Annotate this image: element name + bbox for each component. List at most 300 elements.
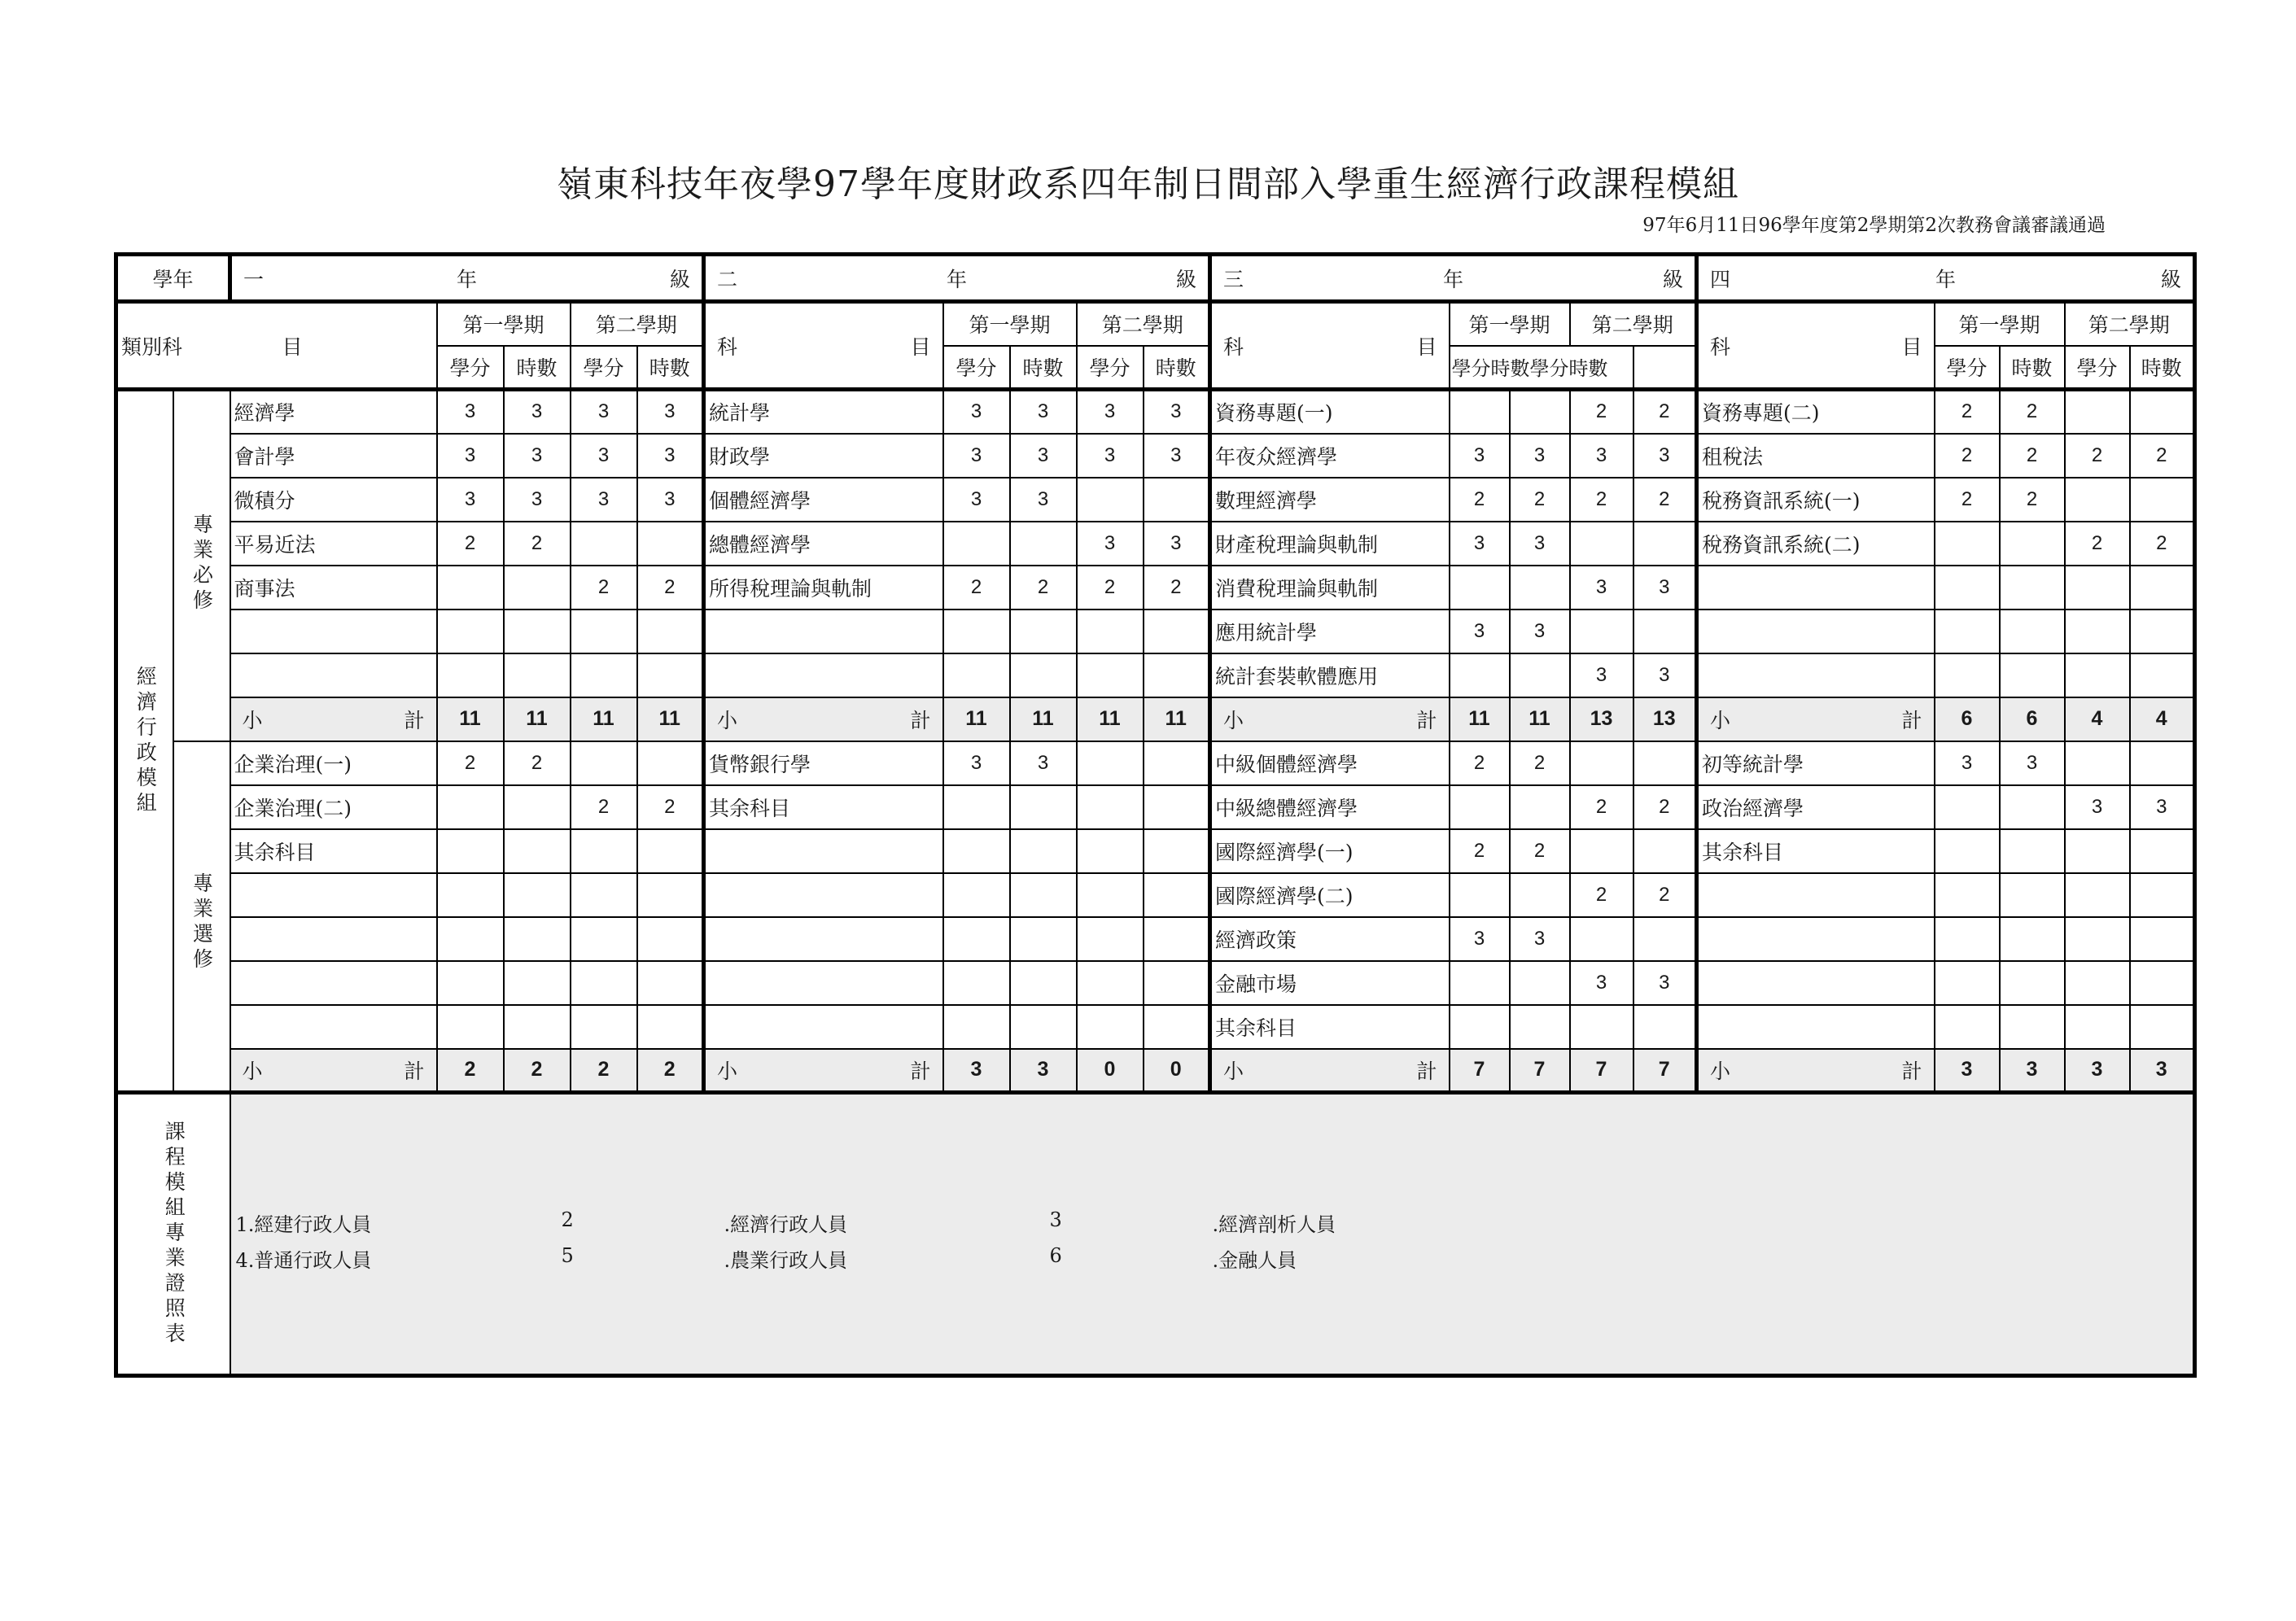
hour-value: 3	[1010, 478, 1077, 522]
hour-value	[1010, 610, 1077, 653]
year-label-part: 級	[1175, 267, 1196, 291]
hour-value	[2000, 785, 2065, 829]
course-name: 其余科目	[1210, 1005, 1450, 1049]
subtotal-value: 3	[2065, 1049, 2130, 1093]
empty-cell	[704, 873, 943, 917]
subtotal-value: 2	[504, 1049, 571, 1093]
hour-value: 3	[1633, 961, 1697, 1005]
subtotal-value: 3	[1935, 1049, 2000, 1093]
credit-value: 3	[571, 390, 637, 434]
subtotal-value: 11	[504, 697, 571, 741]
hour-value	[2130, 610, 2195, 653]
hour-value: 2	[1510, 478, 1570, 522]
course-name: 國際經濟學(一)	[1210, 829, 1450, 873]
credit-value	[943, 917, 1010, 961]
subtotal-value: 11	[637, 697, 704, 741]
hour-value	[2000, 961, 2065, 1005]
hour-value: 3	[1510, 522, 1570, 566]
credit-value	[2065, 1005, 2130, 1049]
hour-value: 3	[637, 478, 704, 522]
subtotal-text-part: 計	[910, 708, 931, 732]
hours-header: 時數	[2000, 346, 2065, 390]
credit-value	[571, 741, 637, 785]
course-name: 財產稅理論與軌制	[1210, 522, 1450, 566]
subject-label: 目	[282, 334, 303, 359]
hour-value: 2	[1633, 785, 1697, 829]
course-name: 財政學	[704, 434, 943, 478]
hour-value: 3	[1633, 566, 1697, 610]
credit-value	[1450, 390, 1510, 434]
hour-value: 3	[1010, 741, 1077, 785]
subtotal-label	[230, 1049, 437, 1093]
empty-cell	[1697, 566, 1935, 610]
hour-value: 2	[2130, 522, 2195, 566]
subtotal-text	[1702, 705, 1931, 734]
hour-value	[2130, 653, 2195, 697]
course-name: 其余科目	[230, 829, 437, 873]
hour-value	[2130, 961, 2195, 1005]
hour-value	[2130, 566, 2195, 610]
subtotal-text-part: 小	[1710, 1059, 1731, 1083]
subtotal-value: 11	[1010, 697, 1077, 741]
empty-cell	[1697, 873, 1935, 917]
subtotal-text-part: 計	[1901, 1059, 1922, 1083]
credit-value	[2065, 741, 2130, 785]
semester-2-header: 第二學期	[571, 302, 704, 346]
hour-value: 2	[1510, 829, 1570, 873]
hour-value	[1510, 1005, 1570, 1049]
credit-value	[2065, 566, 2130, 610]
hour-value	[504, 917, 571, 961]
hour-value	[1144, 961, 1210, 1005]
elective-group-label-text: 專業選修	[190, 872, 214, 973]
credit-value	[2065, 653, 2130, 697]
credit-value: 3	[1935, 741, 2000, 785]
subtotal-text-part: 小	[1710, 708, 1731, 732]
empty-cell	[704, 1005, 943, 1049]
course-name: 年夜众經濟學	[1210, 434, 1450, 478]
course-name: 稅務資訊系統(二)	[1697, 522, 1935, 566]
subtotal-text-part: 小	[242, 708, 263, 732]
course-name: 國際經濟學(二)	[1210, 873, 1450, 917]
credit-value: 3	[437, 390, 504, 434]
hour-value: 3	[1510, 917, 1570, 961]
hour-value: 3	[1144, 390, 1210, 434]
hour-value	[1010, 653, 1077, 697]
empty-cell	[704, 610, 943, 653]
subtotal-value: 4	[2065, 697, 2130, 741]
subject-header	[1697, 302, 1935, 390]
hour-value	[2130, 390, 2195, 434]
certificate-item: 1.經建行政人員	[235, 1213, 372, 1236]
course-name: 金融市場	[1210, 961, 1450, 1005]
credit-value	[1570, 522, 1633, 566]
subject-header-text	[1702, 331, 1931, 360]
hour-value	[1144, 478, 1210, 522]
hours-header: 時數	[637, 346, 704, 390]
subject-header-text-part: 目	[910, 334, 931, 359]
course-name: 經濟政策	[1210, 917, 1450, 961]
credit-value	[1935, 1005, 2000, 1049]
hour-value	[504, 873, 571, 917]
subtotal-text	[1215, 705, 1445, 734]
subtotal-value: 13	[1570, 697, 1633, 741]
credit-value	[943, 873, 1010, 917]
credit-value	[1935, 917, 2000, 961]
subtotal-text-part: 小	[1223, 708, 1244, 732]
hour-value: 3	[1010, 390, 1077, 434]
certificate-item: 5	[561, 1244, 574, 1267]
credit-value: 2	[1570, 478, 1633, 522]
subtotal-value: 11	[1077, 697, 1144, 741]
credit-value: 2	[1935, 478, 2000, 522]
year-label-part: 級	[2160, 267, 2181, 291]
hour-value	[2000, 829, 2065, 873]
hour-value: 3	[1144, 522, 1210, 566]
subtotal-label	[230, 697, 437, 741]
credit-value	[1077, 873, 1144, 917]
hour-value	[637, 1005, 704, 1049]
credit-value	[1077, 961, 1144, 1005]
semester-1-header: 第一學期	[943, 302, 1077, 346]
subtotal-value: 7	[1450, 1049, 1510, 1093]
credit-value: 3	[1450, 610, 1510, 653]
empty-cell	[230, 1005, 437, 1049]
credit-value: 2	[1450, 478, 1510, 522]
subtotal-value: 11	[1144, 697, 1210, 741]
subtotal-text-part: 計	[404, 708, 425, 732]
hour-value: 3	[504, 390, 571, 434]
hour-value	[1510, 873, 1570, 917]
subtotal-text-part: 計	[1901, 708, 1922, 732]
empty-cell	[704, 653, 943, 697]
subtotal-value: 13	[1633, 697, 1697, 741]
subtotal-text-part: 小	[717, 708, 738, 732]
course-name: 平易近法	[230, 522, 437, 566]
subtotal-text	[1215, 1055, 1445, 1085]
credit-value	[1935, 785, 2000, 829]
hour-value	[504, 566, 571, 610]
course-name: 資務專題(一)	[1210, 390, 1450, 434]
subtotal-value: 11	[1450, 697, 1510, 741]
subject-header	[704, 302, 943, 390]
hour-value	[1144, 1005, 1210, 1049]
credit-value	[1570, 610, 1633, 653]
hour-value: 3	[2130, 785, 2195, 829]
credit-value: 2	[571, 785, 637, 829]
hour-value	[2000, 917, 2065, 961]
hour-value	[637, 522, 704, 566]
hour-value: 2	[504, 741, 571, 785]
elective-group-label	[173, 741, 230, 1093]
hour-value: 3	[637, 390, 704, 434]
hour-value	[504, 829, 571, 873]
subtotal-value: 3	[943, 1049, 1010, 1093]
subtotal-value: 3	[2130, 1049, 2195, 1093]
hour-value	[2130, 741, 2195, 785]
credit-value	[943, 961, 1010, 1005]
subtotal-value: 3	[2000, 1049, 2065, 1093]
credit-value	[2065, 610, 2130, 653]
certificate-list	[230, 1093, 2195, 1376]
credit-value	[571, 653, 637, 697]
semester-1-header: 第一學期	[1935, 302, 2065, 346]
credits-header: 學分	[943, 346, 1010, 390]
credit-value: 2	[2065, 434, 2130, 478]
subtotal-value: 0	[1144, 1049, 1210, 1093]
credit-value	[1935, 961, 2000, 1005]
credit-value: 2	[1570, 873, 1633, 917]
credit-value: 3	[943, 478, 1010, 522]
hour-value	[504, 1005, 571, 1049]
hour-value	[1144, 741, 1210, 785]
credit-value: 2	[1935, 390, 2000, 434]
credit-value	[1450, 566, 1510, 610]
page-title: 嶺東科技年夜學97學年度財政系四年制日間部入學重生經濟行政課程模組	[557, 164, 1739, 205]
credit-value: 3	[1570, 653, 1633, 697]
hour-value	[1510, 566, 1570, 610]
credit-value: 3	[437, 434, 504, 478]
certificate-item: .金融人員	[1212, 1249, 1297, 1272]
hour-value: 2	[1633, 390, 1697, 434]
year-label-part: 年	[1442, 267, 1463, 291]
hour-value: 3	[504, 434, 571, 478]
hour-value	[1510, 961, 1570, 1005]
hour-value	[637, 610, 704, 653]
credit-value	[1077, 1005, 1144, 1049]
subtotal-text-part: 小	[717, 1059, 738, 1083]
semester-2-header: 第二學期	[1077, 302, 1210, 346]
credit-value	[1570, 741, 1633, 785]
semester-2-header: 第二學期	[2065, 302, 2195, 346]
credit-value: 2	[1935, 434, 2000, 478]
hour-value	[1010, 961, 1077, 1005]
curriculum-table	[114, 252, 2197, 1378]
credit-value: 3	[1570, 961, 1633, 1005]
module-label-text: 經濟行政模組	[133, 665, 158, 817]
required-group-label-text: 專業必修	[190, 513, 214, 614]
empty-cell	[230, 917, 437, 961]
course-name: 企業治理(一)	[230, 741, 437, 785]
year-label-part: 年	[1935, 267, 1956, 291]
hour-value	[2000, 566, 2065, 610]
empty-cell	[230, 653, 437, 697]
credit-value	[571, 873, 637, 917]
course-name: 統計學	[704, 390, 943, 434]
credit-value	[2065, 873, 2130, 917]
hour-value	[1144, 785, 1210, 829]
subtotal-value: 7	[1510, 1049, 1570, 1093]
credit-value	[943, 785, 1010, 829]
hour-value	[1010, 829, 1077, 873]
subtotal-text	[234, 705, 433, 734]
course-name: 微積分	[230, 478, 437, 522]
course-name: 個體經濟學	[704, 478, 943, 522]
year-label-part: 年	[946, 267, 967, 291]
credit-value	[1450, 653, 1510, 697]
credit-value: 3	[1450, 522, 1510, 566]
hour-value: 3	[2000, 741, 2065, 785]
hour-value	[1010, 522, 1077, 566]
credit-value	[2065, 961, 2130, 1005]
credit-value	[571, 610, 637, 653]
hour-value	[1633, 829, 1697, 873]
subtotal-text	[709, 1055, 939, 1085]
credit-value	[437, 653, 504, 697]
hour-value: 2	[2000, 478, 2065, 522]
credit-value	[571, 1005, 637, 1049]
credit-value: 3	[943, 434, 1010, 478]
empty-cell	[1697, 610, 1935, 653]
hour-value: 3	[1010, 434, 1077, 478]
credit-value: 3	[1077, 522, 1144, 566]
credit-value: 2	[2065, 522, 2130, 566]
empty-cell	[704, 961, 943, 1005]
hour-value	[504, 610, 571, 653]
empty-cell	[230, 610, 437, 653]
hour-value	[637, 917, 704, 961]
credit-value: 3	[1570, 434, 1633, 478]
hour-value	[1633, 741, 1697, 785]
hour-value: 3	[1144, 434, 1210, 478]
credit-value: 2	[943, 566, 1010, 610]
hour-value	[1633, 610, 1697, 653]
hour-value: 2	[1510, 741, 1570, 785]
certificate-content	[231, 1095, 2193, 1374]
hour-value	[1010, 1005, 1077, 1049]
certificate-item: 3	[1049, 1208, 1062, 1231]
credit-value: 3	[571, 434, 637, 478]
subtotal-label	[1210, 1049, 1450, 1093]
subtotal-text-part: 小	[1223, 1059, 1244, 1083]
hour-value	[1510, 653, 1570, 697]
empty-cell	[1697, 961, 1935, 1005]
credits-header: 學分	[2065, 346, 2130, 390]
subject-header-text-part: 科	[1223, 334, 1244, 359]
credit-value	[437, 1005, 504, 1049]
credit-value	[571, 829, 637, 873]
year-header-1	[230, 255, 704, 302]
credit-value	[2065, 390, 2130, 434]
credit-value: 2	[437, 522, 504, 566]
semester-2-header: 第二學期	[1570, 302, 1697, 346]
year-header-3	[1210, 255, 1697, 302]
hour-value: 2	[2000, 390, 2065, 434]
hour-value: 3	[504, 478, 571, 522]
subtotal-value: 2	[571, 1049, 637, 1093]
subtotal-value: 6	[1935, 697, 2000, 741]
hour-value: 3	[637, 434, 704, 478]
credit-value: 2	[1570, 785, 1633, 829]
subtotal-text-part: 小	[242, 1059, 263, 1083]
year-label-part: 年	[456, 267, 477, 291]
hour-value	[504, 785, 571, 829]
credit-value	[437, 873, 504, 917]
subtotal-label	[1210, 697, 1450, 741]
credit-value: 3	[1077, 434, 1144, 478]
year-header-2	[704, 255, 1210, 302]
credit-value: 2	[1450, 741, 1510, 785]
credit-value: 3	[571, 478, 637, 522]
subtotal-value: 2	[637, 1049, 704, 1093]
hour-value	[1144, 917, 1210, 961]
credit-value	[1450, 961, 1510, 1005]
subtotal-value: 3	[1010, 1049, 1077, 1093]
hour-value	[1510, 785, 1570, 829]
credit-value: 3	[1450, 917, 1510, 961]
hours-header: 時數	[1010, 346, 1077, 390]
credit-value	[2065, 478, 2130, 522]
hour-value: 3	[1633, 434, 1697, 478]
subtotal-value: 4	[2130, 697, 2195, 741]
subject-header-text	[709, 331, 939, 360]
year-label	[709, 264, 1205, 293]
year-label	[1702, 264, 2189, 293]
certificate-line	[236, 1208, 1457, 1237]
credit-value	[1077, 653, 1144, 697]
credit-value: 3	[1077, 390, 1144, 434]
credit-value: 3	[1450, 434, 1510, 478]
hour-value	[637, 741, 704, 785]
credit-value	[571, 961, 637, 1005]
credit-value	[1077, 785, 1144, 829]
subtotal-text	[1702, 1055, 1931, 1085]
hour-value	[2000, 873, 2065, 917]
hour-value	[1010, 917, 1077, 961]
hour-value	[2000, 610, 2065, 653]
credit-value	[943, 829, 1010, 873]
course-name: 數理經濟學	[1210, 478, 1450, 522]
certificate-line	[236, 1244, 1457, 1273]
credit-value	[943, 522, 1010, 566]
credit-value	[437, 961, 504, 1005]
credit-value	[1450, 1005, 1510, 1049]
credit-hour-headers: 學分時數學分時數	[1450, 346, 1633, 390]
course-name: 統計套裝軟體應用	[1210, 653, 1450, 697]
semester-1-header: 第一學期	[437, 302, 571, 346]
credit-value: 3	[2065, 785, 2130, 829]
year-label-part: 二	[717, 267, 738, 291]
year-label-part: 級	[669, 267, 690, 291]
subtotal-value: 11	[943, 697, 1010, 741]
course-name: 中級個體經濟學	[1210, 741, 1450, 785]
credit-value	[1077, 741, 1144, 785]
certificate-item: 4.普通行政人員	[235, 1249, 372, 1272]
credit-value	[1935, 610, 2000, 653]
course-name: 總體經濟學	[704, 522, 943, 566]
course-name: 中級總體經濟學	[1210, 785, 1450, 829]
required-group-label	[173, 390, 230, 741]
hour-value	[2130, 917, 2195, 961]
hour-value	[2000, 1005, 2065, 1049]
credit-value: 2	[1450, 829, 1510, 873]
credit-value	[943, 653, 1010, 697]
course-name: 稅務資訊系統(一)	[1697, 478, 1935, 522]
credit-value	[943, 610, 1010, 653]
course-name: 初等統計學	[1697, 741, 1935, 785]
hour-value	[1144, 653, 1210, 697]
subject-header-text-part: 科	[717, 334, 738, 359]
hour-value: 2	[1144, 566, 1210, 610]
hour-value	[1510, 390, 1570, 434]
hours-header: 時數	[2130, 346, 2195, 390]
year-header-4	[1697, 255, 2195, 302]
hour-value	[2130, 478, 2195, 522]
subtotal-value: 6	[2000, 697, 2065, 741]
credit-value: 3	[1570, 566, 1633, 610]
course-name: 政治經濟學	[1697, 785, 1935, 829]
subtotal-value: 2	[437, 1049, 504, 1093]
